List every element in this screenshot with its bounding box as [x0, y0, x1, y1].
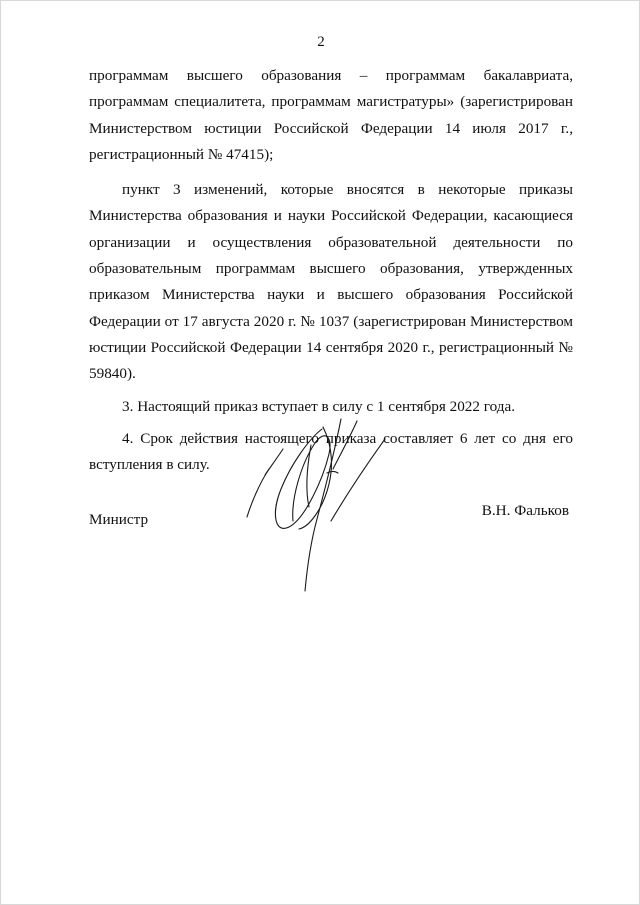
signatory-name: В.Н. Фальков [481, 502, 569, 519]
paragraph-validity-period: 4. Срок действия настоящего приказа составляет 6 лет со дня его вступления в силу. [89, 429, 573, 474]
paragraph-continuation: программам высшего образования – программам бакалавриата, программам специалитета, программам магистратуры» (зарегистрирован Министерством юстиции Российской Федерации 14 июля 2017 г., регистрационный № 47415); [89, 67, 573, 163]
paragraph-item-3-changes: пункт 3 изменений, которые вносятся в некоторые приказы Министерства образования и науки Российской Федерации, касающиеся организации и осуществления образовательной деятельности по образовательным программам высшего образования, утвержденных приказом Министерства науки и высшего образования Российской Федерации от 17 августа 2020 г. № 1037 (зарегистрирован Министерством юстиции Российской Федерации 14 сентября 2020 г., регистрационный № 59840). [89, 181, 573, 383]
page-number: 2 [317, 34, 325, 50]
handwritten-signature [239, 409, 399, 594]
signatory-title: Министр [89, 511, 149, 528]
paragraph-effective-date: 3. Настоящий приказ вступает в силу с 1 сентября 2022 года. [122, 397, 516, 415]
